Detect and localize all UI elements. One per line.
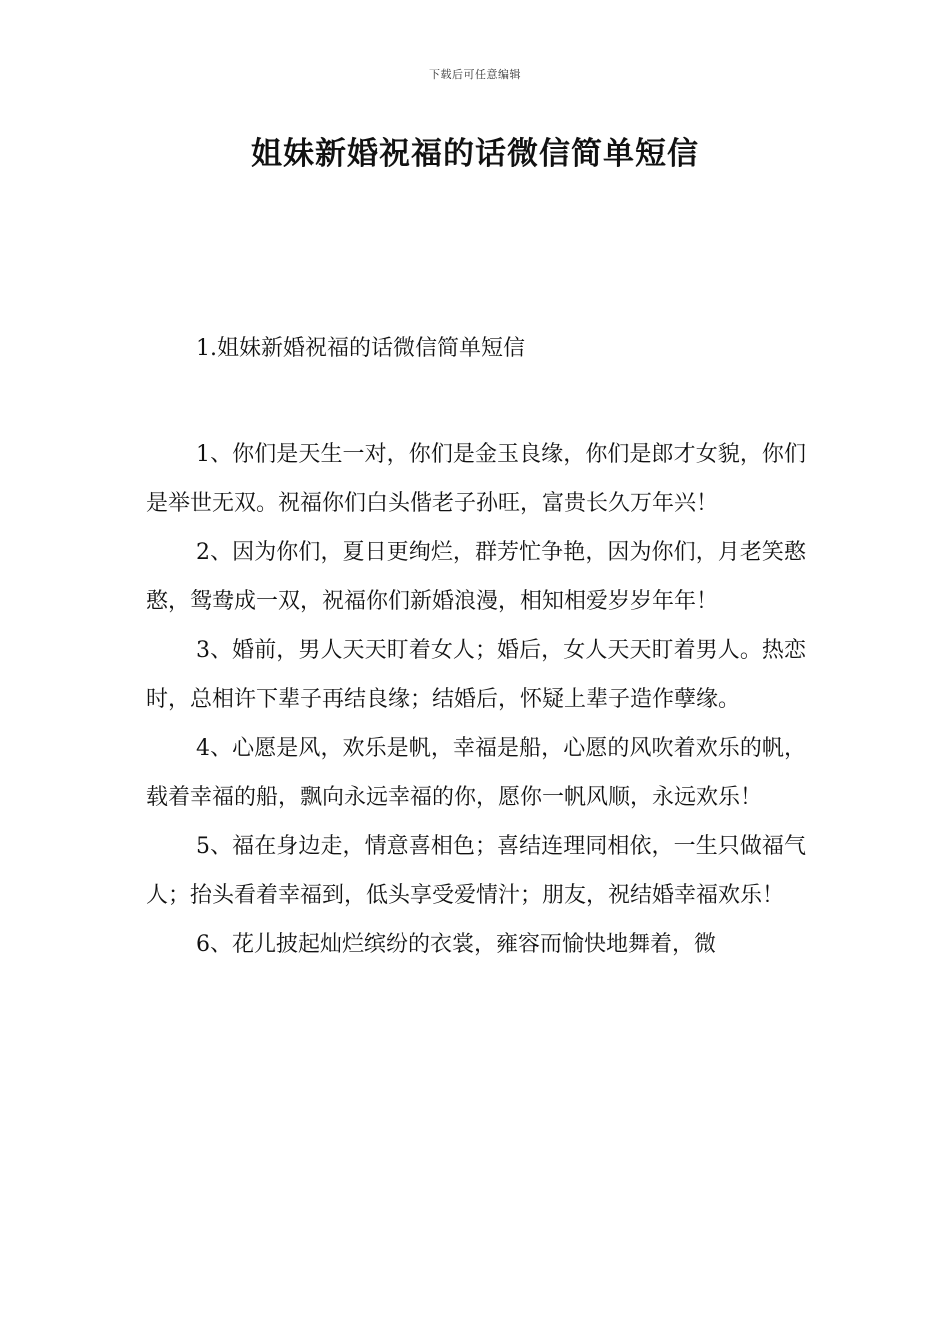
section-heading: 1.姐妹新婚祝福的话微信简单短信 [196,336,525,361]
item-number: 4、 [196,736,233,761]
list-item [146,822,806,920]
list-item [146,528,806,626]
header-note: 下载后可任意编辑 [429,68,521,81]
item-number: 1、 [196,442,233,467]
item-text: 花儿披起灿烂缤纷的衣裳，雍容而愉快地舞着，微 [232,932,717,957]
item-number: 5、 [196,834,233,859]
content-body [146,430,806,969]
item-text: 婚前，男人天天盯着女人；婚后，女人天天盯着男人。热恋时，总相许下辈子再结良缘；结婚后，怀疑上辈子造作孽缘。 [146,638,806,712]
document-title: 姐妹新婚祝福的话微信简单短信 [251,136,699,172]
item-text: 福在身边走，情意喜相色；喜结连理同相依，一生只做福气人；抬头看着幸福到，低头享受爱情汁；朋友，祝结婚幸福欢乐！ [146,834,806,908]
item-text: 你们是天生一对，你们是金玉良缘，你们是郎才女貌，你们是举世无双。祝福你们白头偕老子孙旺，富贵长久万年兴！ [146,442,806,516]
item-text: 心愿是风，欢乐是帆，幸福是船，心愿的风吹着欢乐的帆，载着幸福的船，飘向永远幸福的你，愿你一帆风顺，永远欢乐！ [146,736,806,810]
item-number: 6、 [196,932,232,957]
item-text: 因为你们，夏日更绚烂，群芳忙争艳，因为你们，月老笑憨憨，鸳鸯成一双，祝福你们新婚浪漫，相知相爱岁岁年年！ [146,540,806,614]
list-item [146,724,806,822]
list-item [146,626,806,724]
item-number: 3、 [196,638,233,663]
list-item [146,430,806,528]
list-item [146,920,806,969]
item-number: 2、 [196,540,233,565]
